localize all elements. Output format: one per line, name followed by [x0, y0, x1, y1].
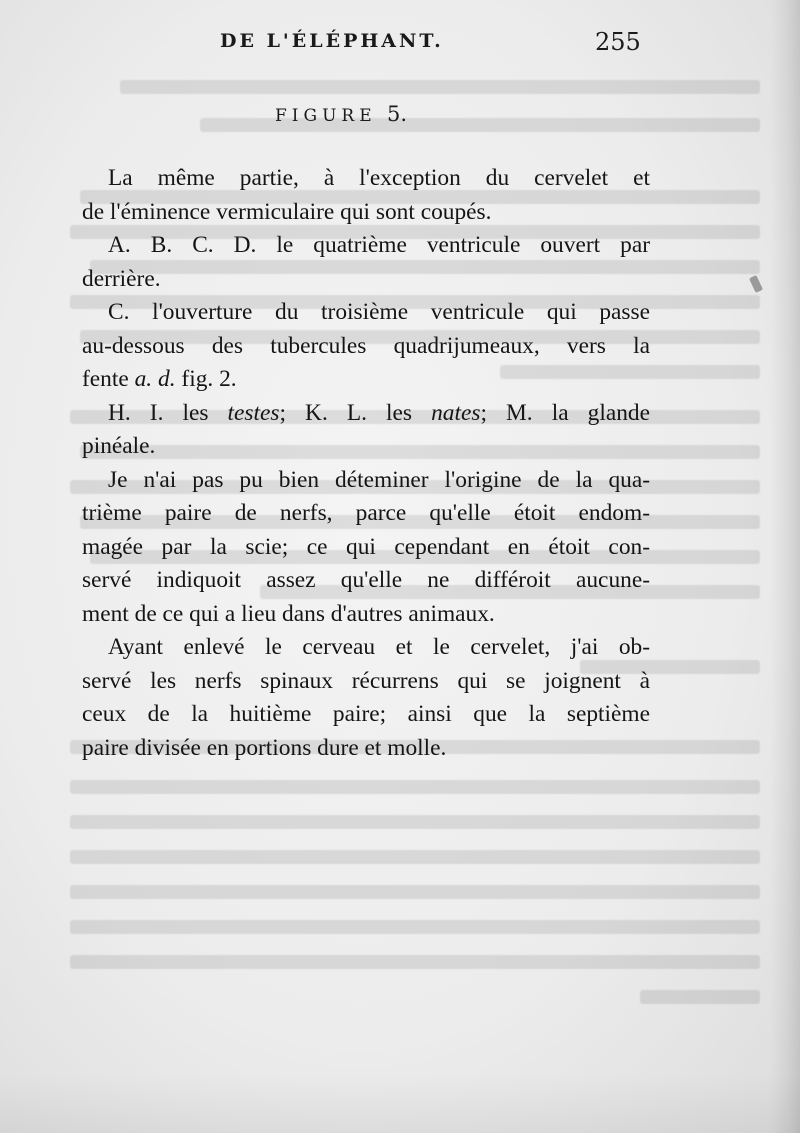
figure-number: 5.: [387, 102, 408, 126]
text-line: Ayant enlevé le cerveau et le cervelet, j'ai ob-: [108, 634, 650, 660]
page-bottom-shadow: [0, 1073, 800, 1133]
italic-testes: testes: [227, 399, 280, 426]
text-line: magée par la scie; ce qui cependant en étoit con-: [82, 533, 650, 560]
text-line: Je n'ai pas pu bien déteminer l'origine de la qua-: [108, 466, 650, 493]
fig-ref: fig. 2.: [181, 366, 237, 392]
text-line: pinéale.: [82, 433, 156, 459]
hi-prefix: H. I. les: [108, 399, 209, 426]
text-line: ceux de la huitième paire; ainsi que la septième: [82, 701, 650, 727]
italic-ref: a. d.: [134, 366, 176, 392]
italic-nates: nates: [431, 399, 481, 426]
text-line: au-dessous des tubercules quadrijumeaux, vers la: [82, 332, 650, 359]
text-line: La même partie, à l'exception du cervelet et: [108, 165, 650, 191]
text-line: trième paire de nerfs, parce qu'elle étoit endom-: [82, 500, 650, 526]
page-edge-shadow: [770, 0, 800, 1133]
text-line-fente: [82, 363, 650, 397]
figure-title: [275, 102, 407, 126]
page-number: 255: [595, 28, 641, 56]
figure-label: FIGURE: [275, 106, 377, 126]
body-text: [82, 162, 650, 765]
hi-sep2: ; M. la glande: [480, 399, 650, 426]
text-line: paire divisée en portions dure et molle.: [82, 734, 447, 761]
text-line: A. B. C. D. le quatrième ventricule ouvert par: [108, 232, 650, 258]
text-line: ment de ce qui a lieu dans d'autres animaux.: [82, 600, 495, 627]
text-line: de l'éminence vermiculaire qui sont coupés.: [82, 198, 492, 225]
text-line: servé les nerfs spinaux récurrens qui se joignent à: [82, 667, 650, 694]
fente-word: fente: [82, 366, 129, 392]
text-line: C. l'ouverture du troisième ventricule qui passe: [108, 299, 650, 325]
text-line: servé indiquoit assez qu'elle ne différoit aucune-: [82, 567, 650, 593]
text-line: derrière.: [82, 265, 161, 292]
running-head: DE L'ÉLÉPHANT.: [220, 30, 444, 52]
text-line-hi: [82, 397, 650, 431]
hi-sep1: ; K. L. les: [279, 399, 413, 426]
